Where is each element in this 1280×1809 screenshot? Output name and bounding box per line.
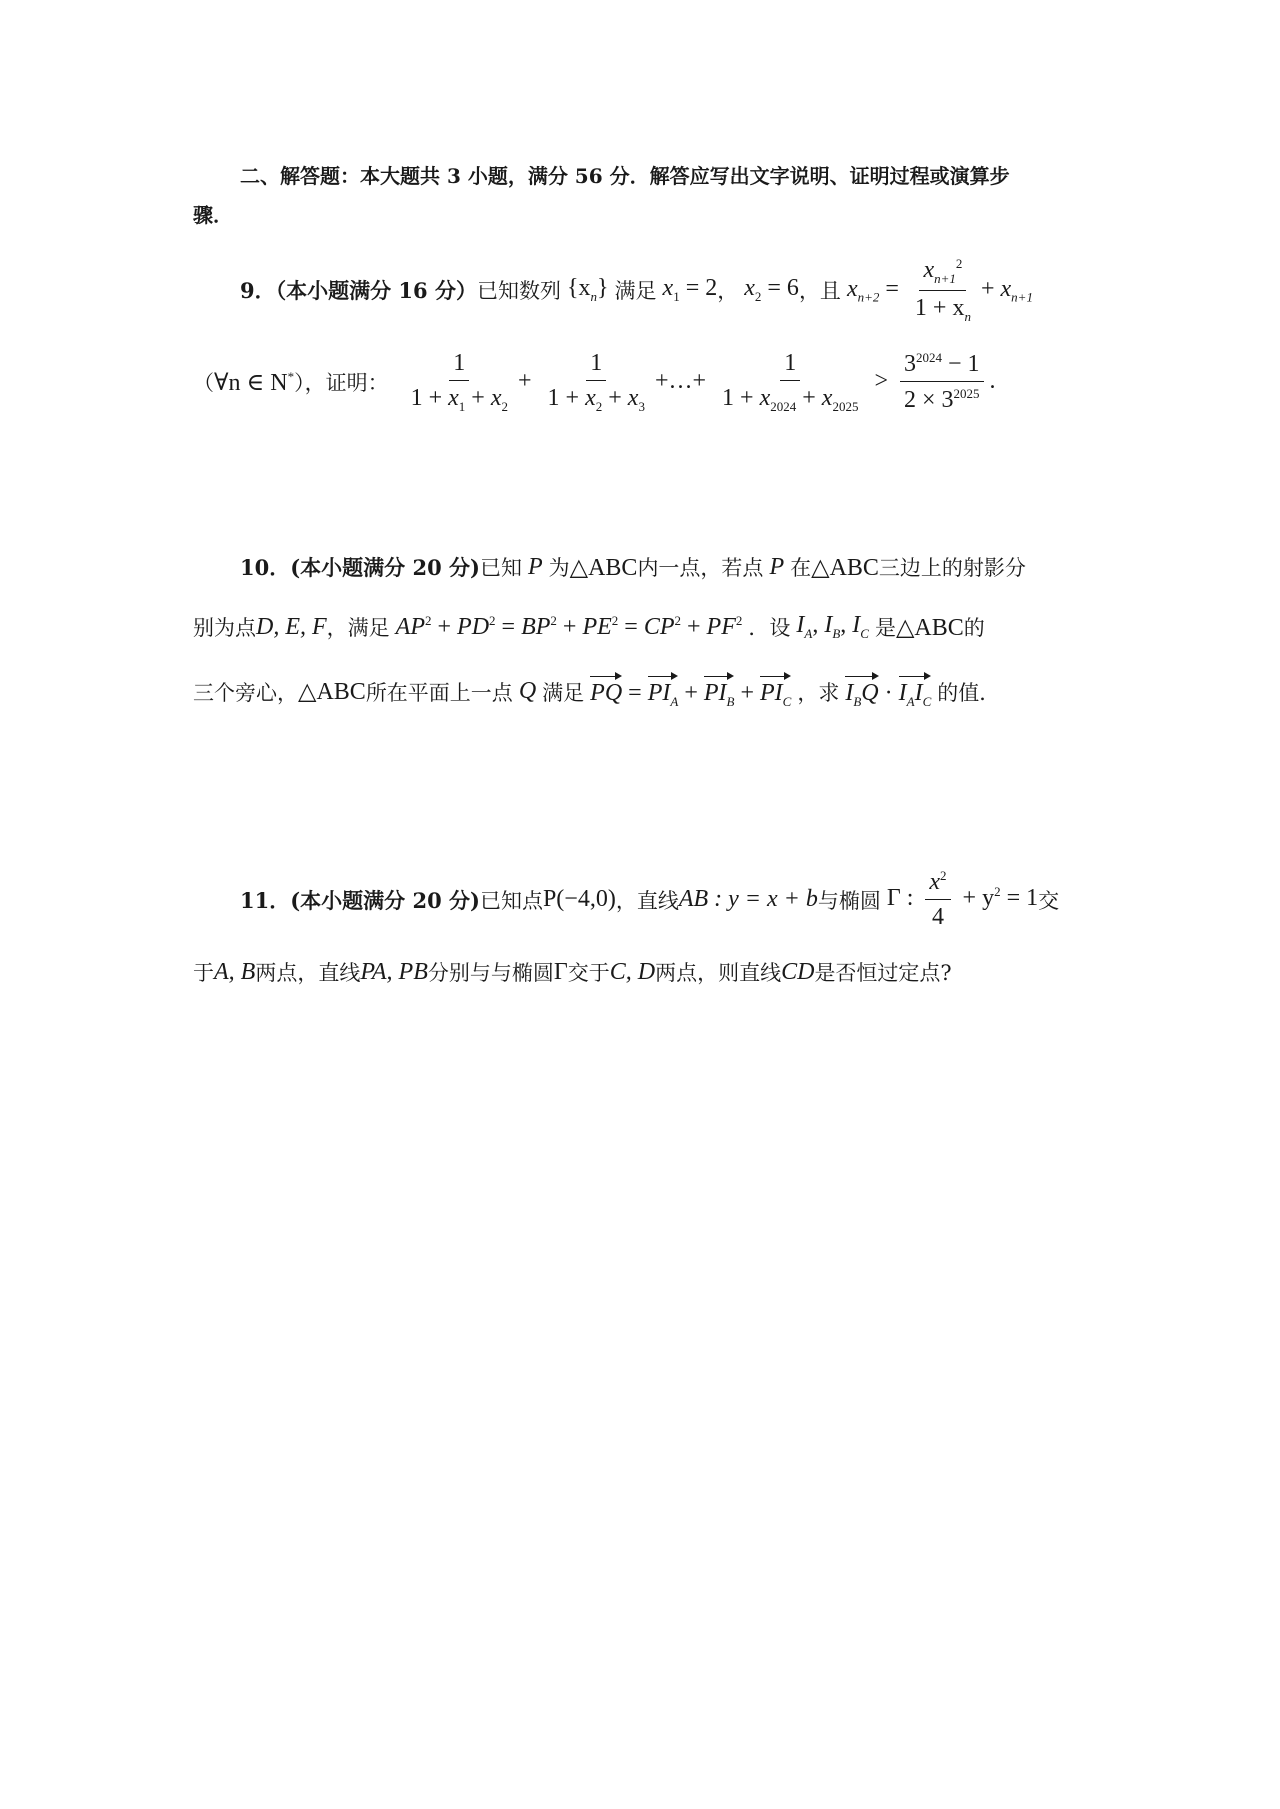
- problem-10-text: ．设: [748, 616, 791, 640]
- problem-11-label: 11．(本小题满分 20 分): [240, 887, 480, 913]
- problem-9-line2: [193, 350, 1093, 415]
- point-p: P: [521, 553, 549, 580]
- distance-equation: $AP^2 + PD^2 = BP^2 + PE^2 = CP^2 + PF^2$: [395, 613, 743, 640]
- point-q: Q: [512, 678, 543, 705]
- ellipse-gamma: Γ: [553, 958, 568, 985]
- problem-10-text: 的: [963, 616, 985, 640]
- problem-9-text: ），证明：: [294, 371, 389, 396]
- dot-product: $I_BQ \cdot I_AI_C$: [839, 674, 937, 710]
- inequality: $\frac{1}{1 + x_1 + x_2}$ + $\frac{1}{1 + x_2 + x_3}$ +…+ $\frac{1}{1 + x_{2024} + x_{2025}}$ > $\frac{3^{2024} - 1}{2 \times 3^{2025}}$ .: [410, 350, 996, 414]
- problem-11-text: 交于: [567, 961, 610, 985]
- x2-condition: $x_2 = 6$: [744, 275, 799, 305]
- section-heading-line1: 二、解答题：本大题共 3 小题，满分 56 分．解答应写出文字说明、证明过程或演算步: [240, 164, 1010, 188]
- problem-11-text: 于: [193, 961, 214, 985]
- line-ab: AB : y = x + b: [678, 886, 818, 912]
- lines-pa-pb: PA, PB: [360, 958, 428, 985]
- section-heading: [240, 160, 1140, 189]
- vector-equation: PQ = $PI_A + PI_B + PI_C$: [584, 674, 797, 710]
- problem-10-label: 10．(本小题满分 20 分): [240, 555, 480, 580]
- problem-9-line1: [240, 256, 1140, 325]
- points-def: D, E, F: [256, 613, 327, 640]
- excenters: $I_A$, $I_B$, $I_C$: [796, 612, 869, 641]
- problem-10-text: ，满足: [326, 616, 390, 640]
- forall-condition: ∀n ∈ N*: [214, 368, 295, 396]
- problem-10-text: 所在平面上一点: [365, 680, 513, 705]
- problem-10-line3: [193, 674, 1093, 710]
- problem-10-text: 为: [548, 556, 570, 580]
- problem-10-line1: [240, 552, 1140, 582]
- problem-9-text: 已知数列: [476, 279, 561, 304]
- problem-11-text: 已知点: [479, 888, 543, 913]
- line-cd: CD: [781, 958, 815, 985]
- triangle-abc: △ABC: [811, 554, 879, 581]
- problem-10-text: 是: [874, 616, 896, 640]
- problem-11-text: ，直线: [615, 888, 679, 913]
- problem-10-line2: [193, 612, 1093, 642]
- x1-condition: $x_1 = 2$: [662, 275, 718, 305]
- points-ab: A, B: [214, 958, 256, 985]
- section-heading-line2: 骤．: [193, 203, 233, 227]
- problem-10-text: 三个旁心，: [193, 680, 298, 705]
- triangle-abc: △ABC: [569, 554, 638, 581]
- problem-11-text: 是否恒过定点?: [814, 961, 952, 985]
- recurrence-formula: $x_{n+2}$ = $\frac{x_{n+1}^2}{1 + x_n}$ + $x_{n+1}$: [846, 256, 1033, 324]
- triangle-abc: △ABC: [298, 679, 366, 706]
- point-p: P: [763, 553, 791, 580]
- problem-10-text: 在: [790, 556, 812, 580]
- problem-11-line1: [240, 868, 1140, 931]
- problem-10-text: ，求: [797, 680, 840, 705]
- problem-11-text: 交: [1038, 888, 1060, 913]
- points-cd: C, D: [609, 958, 656, 985]
- problem-11-line2: [193, 957, 1093, 987]
- problem-11-text: 分别与与椭圆: [427, 961, 554, 985]
- problem-10-text: 满足: [542, 680, 585, 705]
- recurrence-fraction: $\frac{x_{n+1}^2}{1 + x_n}$: [914, 256, 971, 324]
- problem-9-text: （: [193, 371, 214, 396]
- problem-10-text: 别为点: [193, 616, 256, 640]
- problem-9-text: ，且: [798, 279, 841, 304]
- problem-10-text: 的值．: [937, 680, 1001, 705]
- triangle-abc: △ABC: [895, 614, 964, 641]
- problem-10-text: 已知: [479, 556, 522, 580]
- problem-9-label: 9．（本小题满分 16 分）: [240, 278, 477, 304]
- problem-10-text: 内一点，若点: [637, 556, 764, 580]
- section-heading-cont: [193, 199, 1093, 228]
- problem-11-text: 两点，直线: [255, 961, 361, 985]
- problem-9-text: ，: [717, 279, 739, 304]
- problem-10-text: 三边上的射影分: [878, 556, 1026, 580]
- problem-11-text: 与椭圆: [817, 888, 881, 913]
- problem-9-text: 满足: [614, 279, 657, 304]
- problem-11-text: 两点，则直线: [655, 961, 782, 985]
- ellipse-equation: Γ : $\frac{x^2}{4}$ + $y^2 = 1$: [886, 868, 1039, 930]
- point-p-coords: P(−4,0): [542, 886, 616, 912]
- sequence-symbol: $\{x_n\}$: [566, 275, 615, 305]
